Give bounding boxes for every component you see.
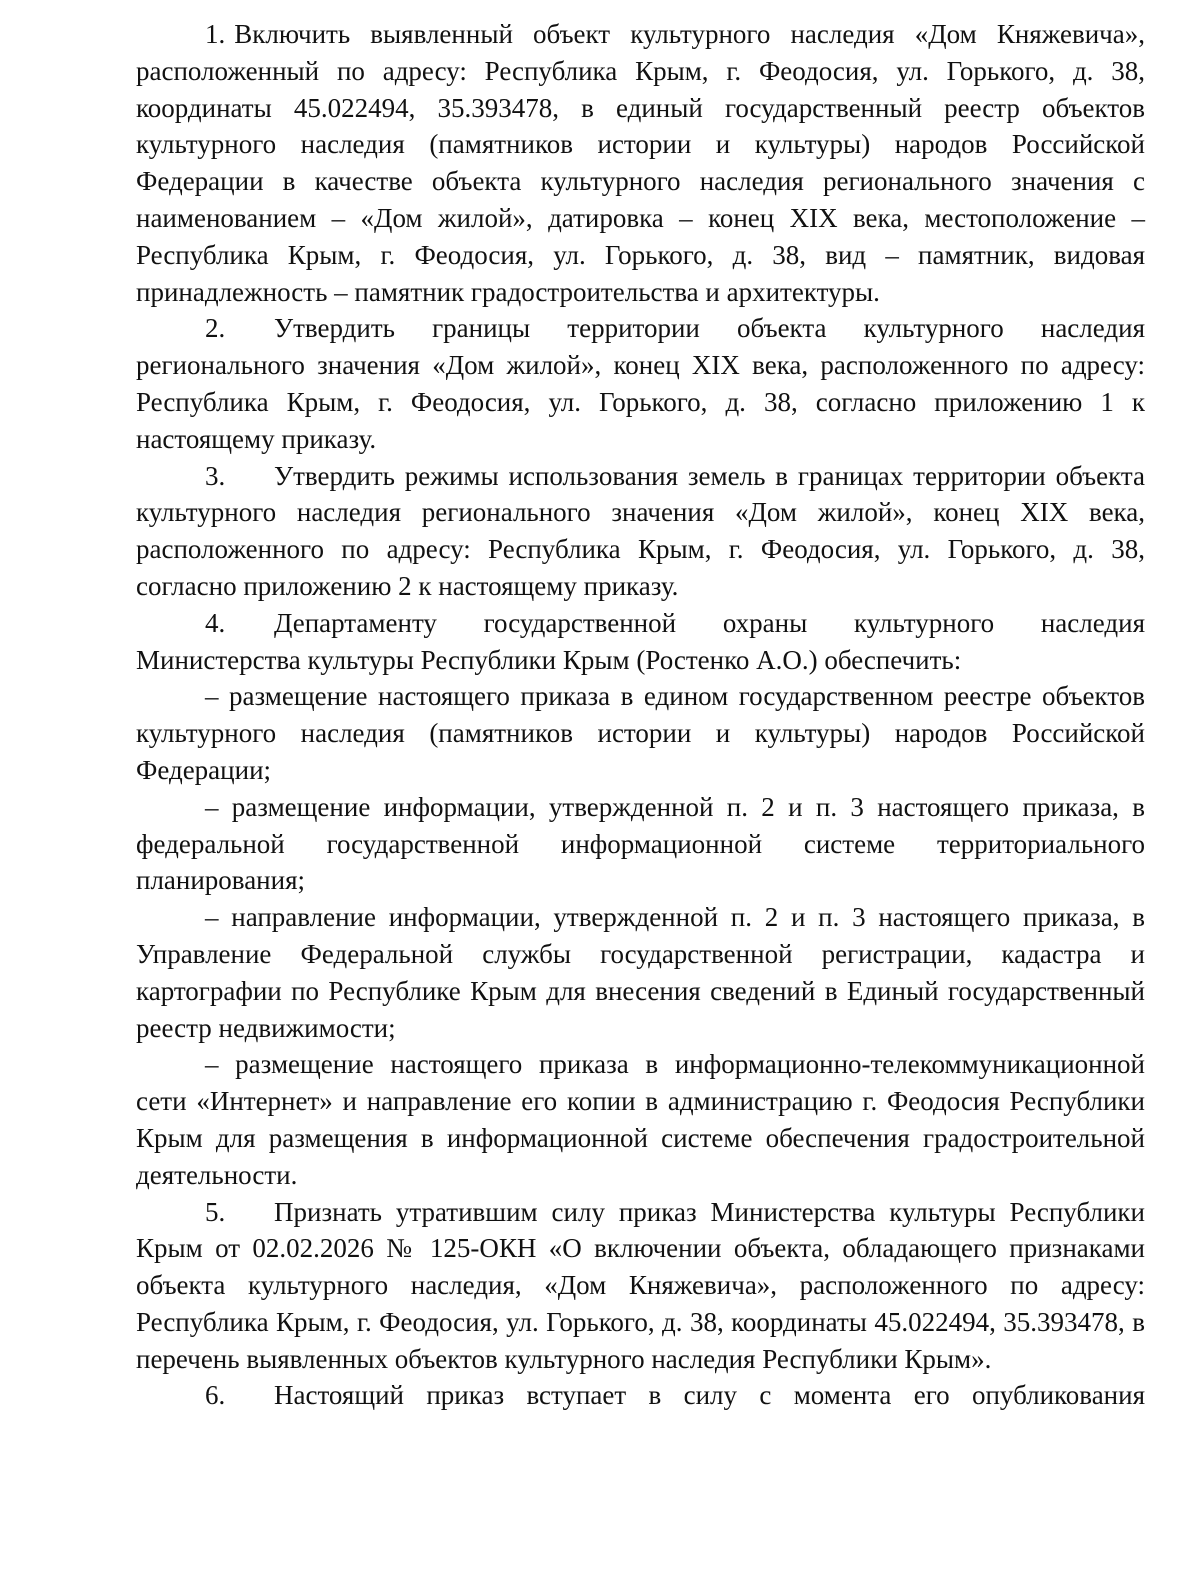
- item-text: Признать утратившим силу приказ Министерства культуры Республики Крым от 02.02.2026 № 125-ОКН «О включении объекта, обладающего признаками объекта культурного наследия, «Дом Княжевича», расположенного по адресу: Республика Крым, г. Феодосия, ул. Горького, д. 38, координаты 45.022494, 35.393478, в перечень выявленных объектов культурного наследия Республики Крым».: [136, 1196, 1145, 1374]
- paragraph-item-4: [136, 605, 1145, 679]
- document-page: [136, 16, 1145, 1414]
- item-text: Настоящий приказ вступает в силу с момента его опубликования: [274, 1380, 1145, 1411]
- paragraph-item-3: [136, 458, 1145, 605]
- item-number: 6.: [205, 1380, 226, 1411]
- item-number: 3.: [205, 460, 226, 491]
- subitem-4: – размещение настоящего приказа в информационно-телекоммуникационной сети «Интернет» и направление его копии в администрацию г. Феодосия Республики Крым для размещения в информационной системе обеспечения градостроительной деятельности.: [136, 1049, 1145, 1190]
- item-number: 1.: [205, 19, 226, 49]
- paragraph-item-1: [136, 16, 1145, 310]
- item-number: 2.: [205, 313, 226, 344]
- subitem-1: – размещение настоящего приказа в едином государственном реестре объектов культурного наследия (памятников истории и культуры) народов Российской Федерации;: [136, 681, 1145, 785]
- item-text: Департаменту государственной охраны культурного наследия Министерства культуры Республики Крым (Ростенко А.О.) обеспечить:: [136, 607, 1145, 675]
- subitem-2: – размещение информации, утвержденной п. 2 и п. 3 настоящего приказа, в федеральной государственной информационной системе территориального планирования;: [136, 791, 1145, 896]
- item-number: 4.: [205, 607, 226, 638]
- item-text: Включить выявленный объект культурного наследия «Дом Княжевича», расположенный по адресу: Республика Крым, г. Феодосия, ул. Горького, д. 38, координаты 45.022494, 35.393478, в единый государственный реестр объектов культурного наследия (памятников истории и культуры) народов Российской Федерации в качестве объекта культурного наследия регионального значения с наименованием – «Дом жилой», датировка – конец XIX века, местоположение – Республика Крым, г. Феодосия, ул. Горького, д. 38, вид – памятник, видовая принадлежность – памятник градостроительства и архитектуры.: [136, 19, 1145, 307]
- paragraph-item-5: [136, 1194, 1145, 1378]
- item-text: Утвердить режимы использования земель в границах территории объекта культурного наследия регионального значения «Дом жилой», конец XIX века, расположенного по адресу: Республика Крым, г. Феодосия, ул. Горького, д. 38, согласно приложению 2 к настоящему приказу.: [136, 460, 1145, 601]
- paragraph-item-6: [136, 1377, 1145, 1414]
- paragraph-item-2: [136, 310, 1145, 457]
- item-text: Утвердить границы территории объекта культурного наследия регионального значения «Дом жилой», конец XIX века, расположенного по адресу: Республика Крым, г. Феодосия, ул. Горького, д. 38, согласно приложению 1 к настоящему приказу.: [136, 313, 1145, 454]
- subitem-3: – направление информации, утвержденной п. 2 и п. 3 настоящего приказа, в Управление Федеральной службы государственной регистрации, кадастра и картографии по Республике Крым для внесения сведений в Единый государственный реестр недвижимости;: [136, 902, 1145, 1043]
- item-number: 5.: [205, 1196, 226, 1227]
